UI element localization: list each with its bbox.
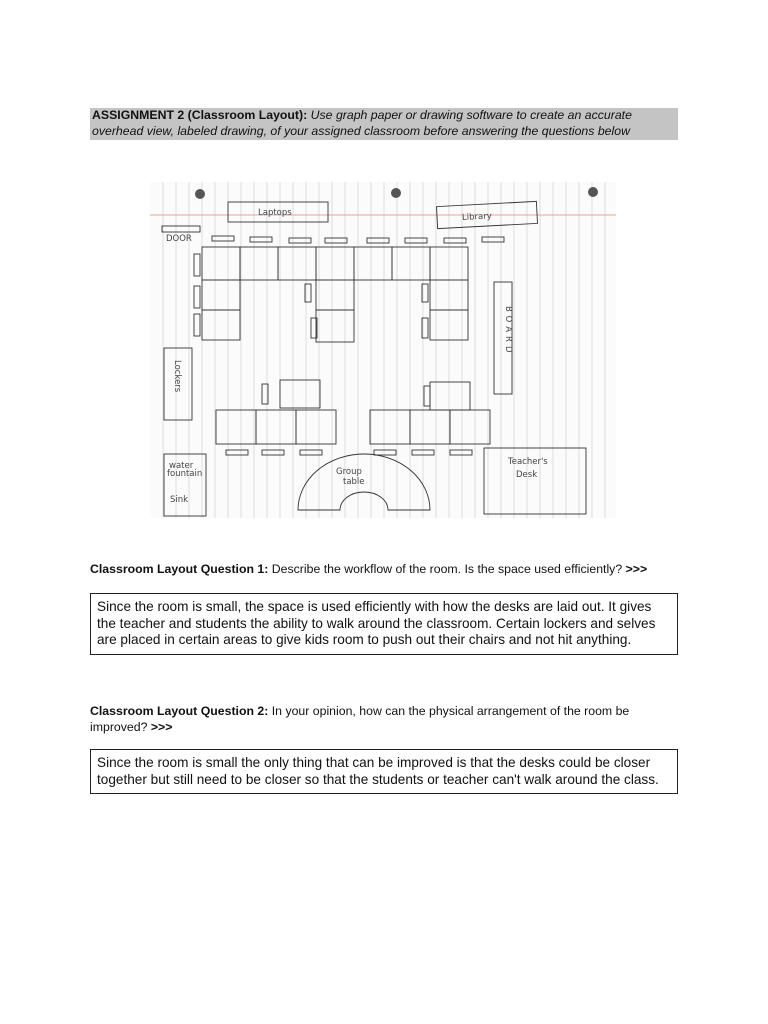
lockers-label: Lockers [172, 360, 182, 393]
question-1-suffix: >>> [625, 562, 648, 576]
door-label: DOOR [166, 234, 192, 244]
classroom-layout-drawing [150, 182, 616, 518]
question-1 [90, 562, 680, 578]
question-1-text: Describe the workflow of the room. Is the space used efficiently? [271, 562, 623, 576]
water-fountain-label-line1: water [169, 461, 194, 471]
group-table-label-line2: table [343, 477, 365, 487]
water-fountain-label-line2: fountain [167, 469, 203, 479]
answer-2-text: Since the room is small the only thing that can be improved is that the desks could be closer together but still need to be closer so that the students or teacher can't walk around the class. [97, 755, 659, 787]
teachers-desk-label-line1: Teacher's [508, 457, 548, 467]
laptops-label: Laptops [258, 208, 292, 218]
question-2-label: Classroom Layout Question 2: [90, 704, 269, 718]
teachers-desk-label-line2: Desk [516, 470, 538, 480]
binder-hole [195, 189, 205, 199]
assignment-instructions: Use graph paper or drawing software to create an accurate overhead view, labeled drawing, of your assigned classroom before answering the questions below [92, 108, 632, 138]
binder-hole [588, 187, 598, 197]
answer-1-box[interactable] [90, 593, 678, 655]
board-label: BOARD [503, 306, 513, 357]
library-label: Library [461, 211, 493, 223]
assignment-title: ASSIGNMENT 2 (Classroom Layout): [92, 108, 308, 122]
question-2-text: In your opinion, how can the physical arrangement of the room be improved? [90, 704, 630, 734]
question-2 [90, 704, 680, 735]
group-table-label-line1: Group [336, 467, 362, 477]
assignment-header [90, 108, 678, 140]
question-1-label: Classroom Layout Question 1: [90, 562, 269, 576]
answer-2-box[interactable] [90, 749, 678, 794]
question-2-suffix: >>> [150, 719, 173, 734]
binder-hole [391, 188, 401, 198]
sink-label: Sink [170, 495, 189, 505]
answer-1-text: Since the room is small, the space is used efficiently with how the desks are laid out. It gives the teacher and students the ability to walk around the classroom. Certain lockers and selves are placed in certain areas to give kids room to push out their chairs and not hit anything. [97, 599, 656, 647]
graph-paper [150, 182, 616, 518]
